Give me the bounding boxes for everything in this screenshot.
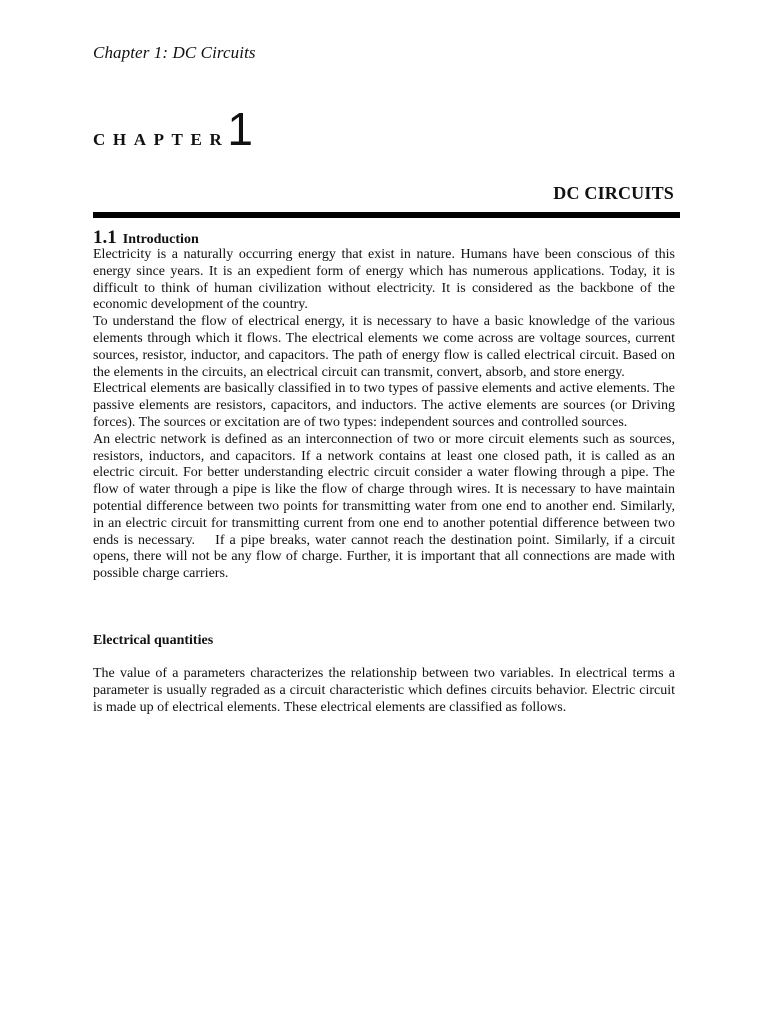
chapter-number: 1 <box>227 103 253 155</box>
paragraph: Electricity is a naturally occurring energy that exist in nature. Humans have been conscious of this energy since years. It is an expedient form of energy which has numerous applications. Today, it is difficult to think of human civilization without electricity. It is considered as the backbone of the economic development of the country. <box>93 247 675 313</box>
paragraph: Electrical elements are basically classified in to two types of passive elements and active elements. The passive elements are resistors, capacitors, and inductors. The active elements are sources (or Driving forces). The sources or excitation are of two types: independent sources and controlled sources. <box>93 381 675 430</box>
section-heading <box>93 227 199 249</box>
subsection-heading: Electrical quantities <box>93 633 214 648</box>
chapter-label <box>93 103 253 155</box>
section-number: 1.1 <box>93 227 117 248</box>
paragraph: To understand the flow of electrical energy, it is necessary to have a basic knowledge of the various elements through which it flows. The electrical elements we come across are voltage sources, current sources, resistor, inductor, and capacitors. The path of energy flow is called electrical circuit. Based on the elements in the circuits, an electrical circuit can transmit, convert, absorb, and store energy. <box>93 314 675 380</box>
running-header: Chapter 1: DC Circuits <box>93 43 256 62</box>
paragraph: The value of a parameters characterizes the relationship between two variables. In electrical terms a parameter is usually regraded as a circuit characteristic which defines circuits behavior. Electric circuit is made up of electrical elements. These electrical elements are classified as follows. <box>93 666 675 715</box>
paragraph: An electric network is defined as an interconnection of two or more circuit elements such as sources, resistors, inductors, and capacitors. If a network contains at least one closed path, it is called as an electric circuit. For better understanding electric circuit consider a water flowing through a pipe. The flow of water through a pipe is like the flow of charge through wires. It is necessary to have maintain potential difference between two points for transmitting water from one end to another end. Similarly, in an electric circuit for transmitting current from one end to another potential difference between two ends is necessary. If a pipe breaks, water cannot reach the destination point. Similarly, if a circuit opens, there will not be any flow of charge. Further, it is important that all connections are made with possible charge carriers. <box>93 431 679 582</box>
chapter-word: CHAPTER <box>93 130 230 149</box>
heading-rule <box>93 212 680 218</box>
introduction-body <box>93 247 679 583</box>
chapter-title: DC CIRCUITS <box>553 183 674 203</box>
quantities-body <box>93 666 675 716</box>
section-title: Introduction <box>122 232 199 247</box>
